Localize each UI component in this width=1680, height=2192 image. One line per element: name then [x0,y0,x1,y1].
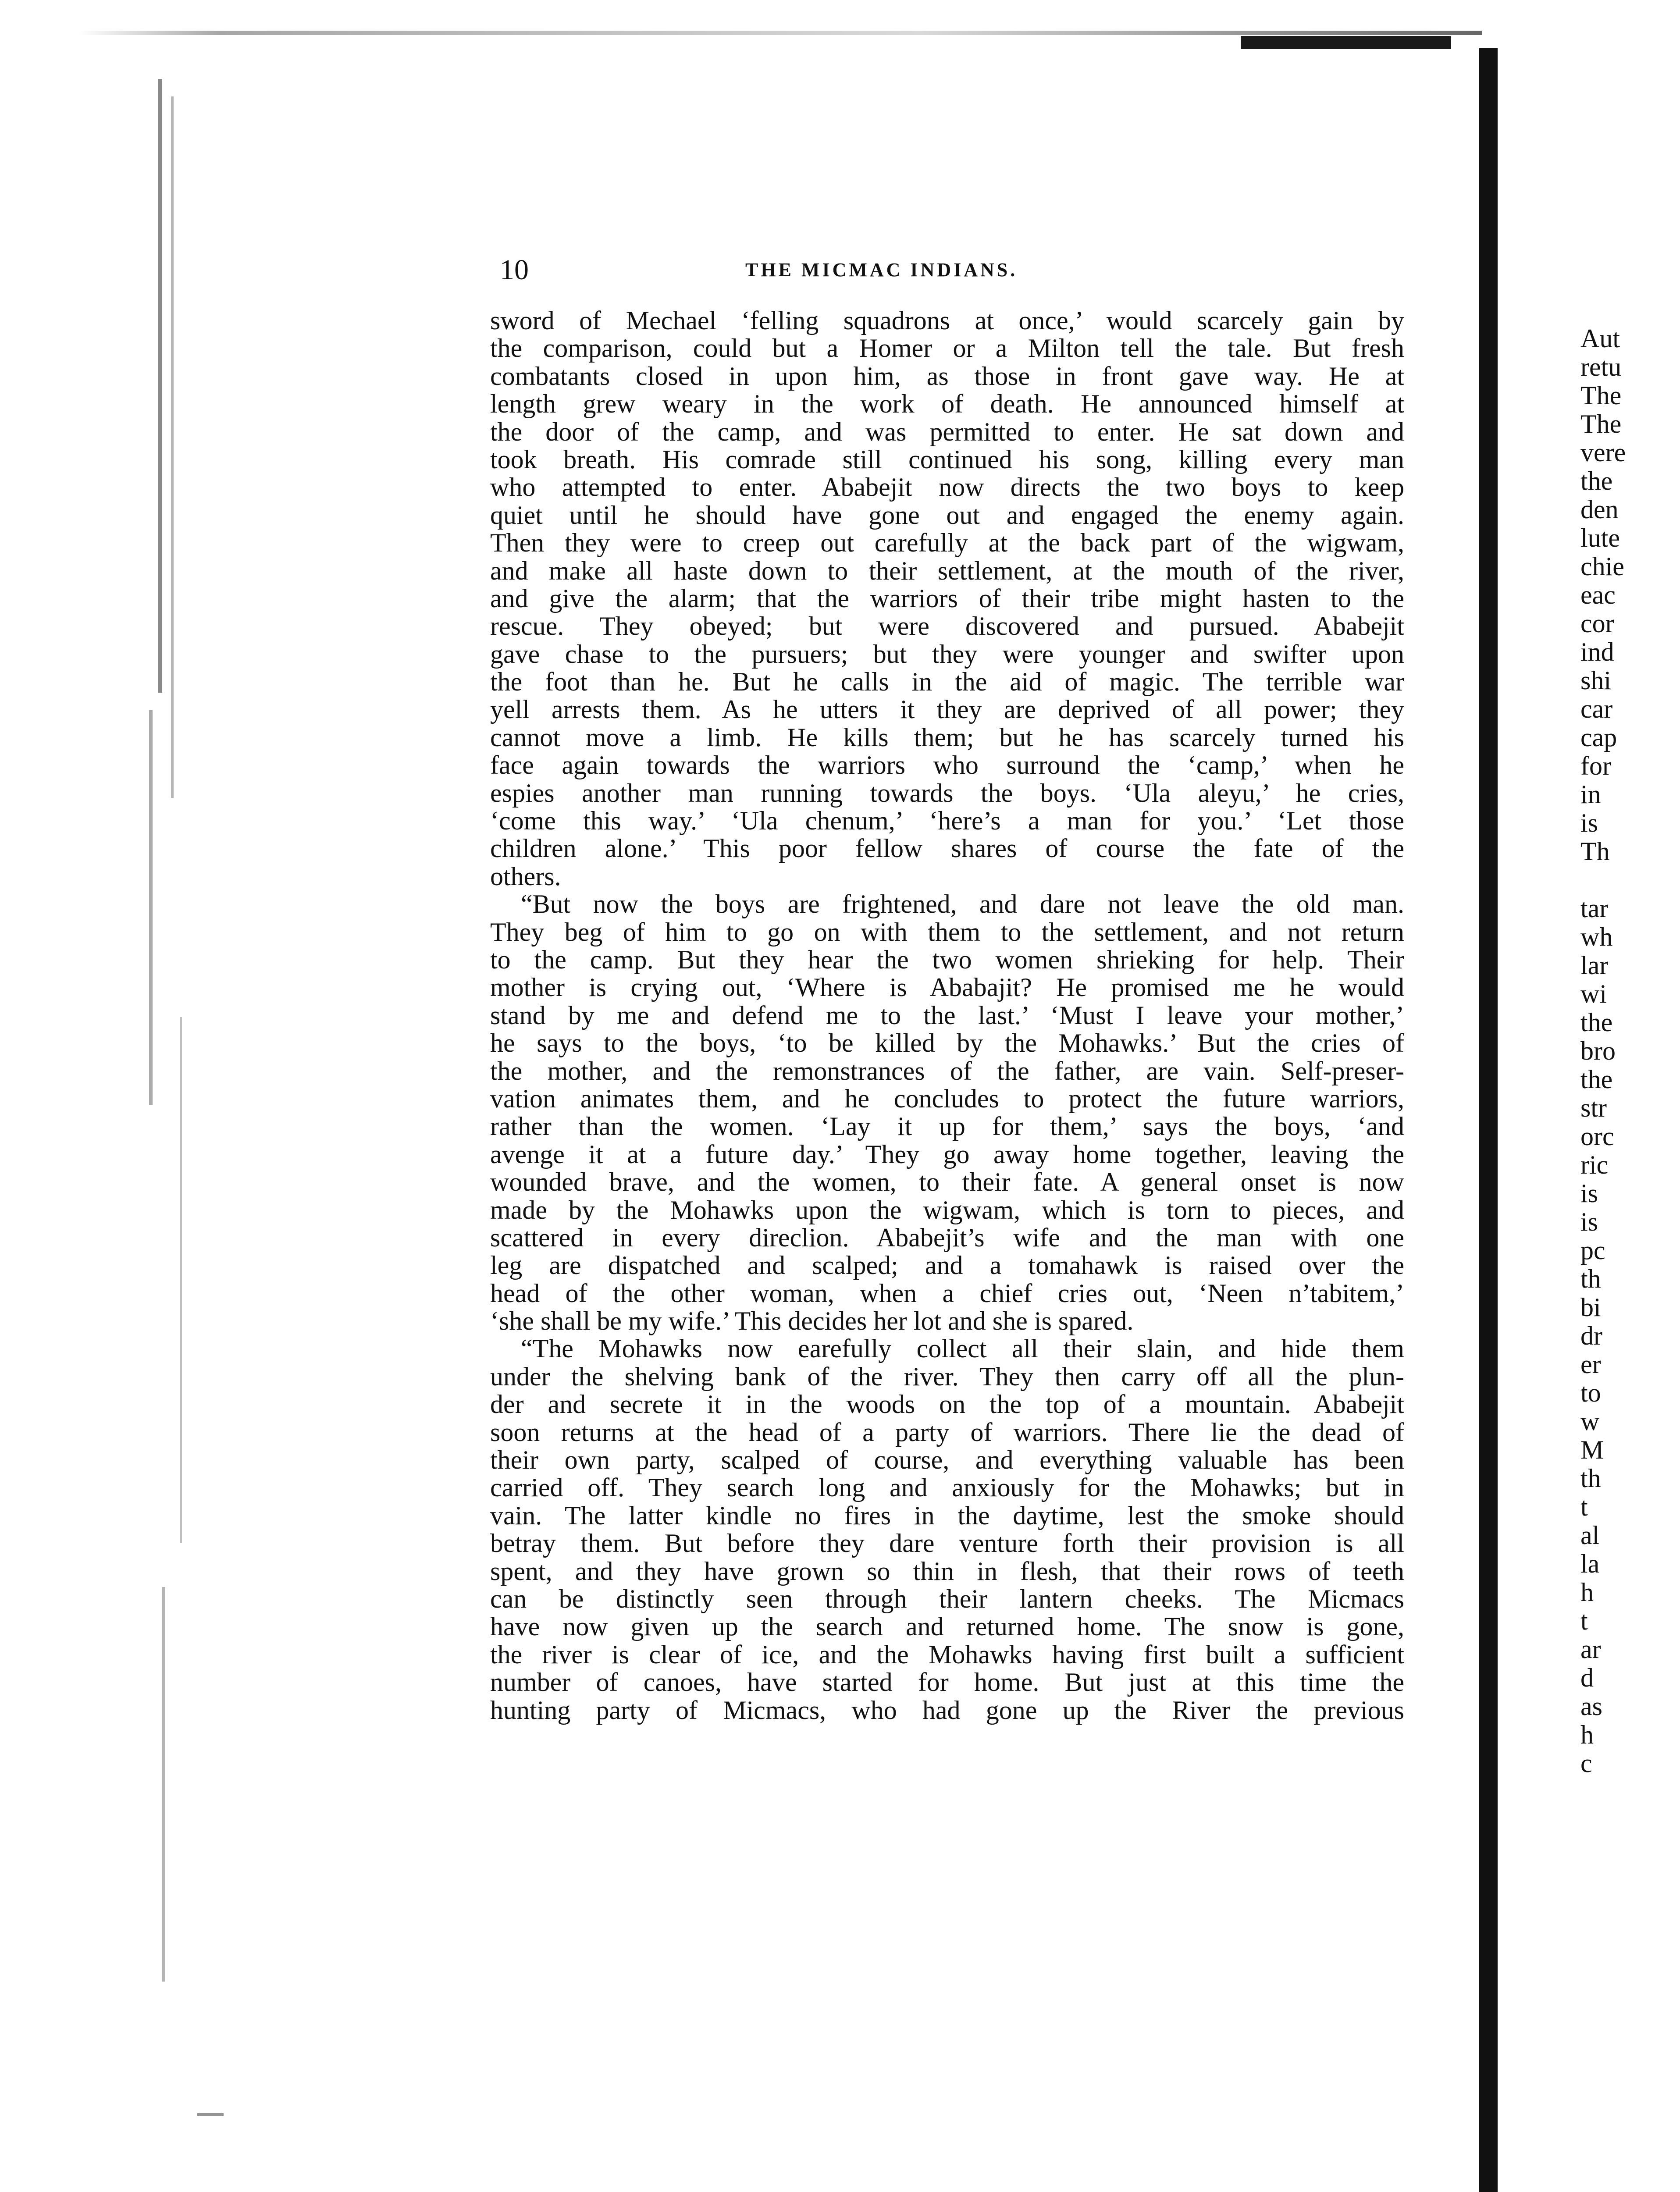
text-line: cannot move a limb. He kills them; but he has scarcely turned his [490,722,1404,752]
adjacent-page-line: d [1580,1664,1594,1692]
text-line: They beg of him to go on with them to the settlement, and not return [490,917,1404,947]
text-line: others. [490,861,561,891]
scan-top-dark-mark [1241,36,1451,49]
adjacent-page-line: The [1580,410,1622,438]
text-line: the foot than he. But he calls in the aid of magic. The terrible war [490,667,1404,697]
text-line: face again towards the warriors who surround the ‘camp,’ when he [490,751,1404,780]
adjacent-page-line: shi [1580,666,1612,695]
text-line: head of the other woman, when a chief cries out, ‘Neen n’tabitem,’ [490,1278,1404,1308]
adjacent-page-line: c [1580,1749,1592,1778]
text-line: have now given up the search and returned home. The snow is gone, [490,1612,1404,1641]
text-line: vain. The latter kindle no fires in the daytime, lest the smoke should [490,1501,1404,1530]
text-line: rescue. They obeyed; but were discovered and pursued. Ababejit [490,612,1404,641]
adjacent-page-line: The [1580,381,1622,410]
adjacent-page-line: h [1580,1721,1594,1749]
adjacent-page-line: car [1580,695,1613,723]
text-line: leg are dispatched and scalped; and a tomahawk is raised over the [490,1251,1404,1280]
text-line: Then they were to creep out carefully at the back part of the wigwam, [490,528,1404,558]
adjacent-page-line: is [1580,809,1598,837]
adjacent-page-line: vere [1580,438,1626,467]
adjacent-page-line: ar [1580,1635,1601,1664]
text-line: betray them. But before they dare venture forth their provision is all [490,1529,1404,1558]
text-line: made by the Mohawks upon the wigwam, which is torn to pieces, and [490,1195,1404,1224]
adjacent-page-line: the [1580,1065,1613,1094]
text-line: the door of the camp, and was permitted to enter. He sat down and [490,417,1404,446]
scan-binding-shadow [132,53,224,2192]
text-line: carried off. They search long and anxiously for the Mohawks; but in [490,1473,1404,1502]
adjacent-page-line [1580,866,1675,894]
text-line: soon returns at the head of a party of warriors. There lie the dead of [490,1417,1404,1447]
scan-top-edge [79,31,1482,35]
text-line: “The Mohawks now earefully collect all their slain, and hide them [521,1334,1404,1363]
page-number: 10 [500,254,529,286]
adjacent-page-line: the [1580,1008,1613,1037]
adjacent-page-line: bro [1580,1037,1616,1065]
adjacent-page-line: the [1580,467,1613,495]
adjacent-page-line: wh [1580,923,1613,951]
adjacent-page-line: w [1580,1407,1600,1436]
text-line: ‘come this way.’ ‘Ula chenum,’ ‘here’s a man for you.’ ‘Let those [490,806,1404,836]
text-line: number of canoes, have started for home. But just at this time the [490,1668,1404,1697]
text-line: vation animates them, and he concludes to protect the future warriors, [490,1084,1404,1113]
text-line: sword of Mechael ‘felling squadrons at once,’ would scarcely gain by [490,306,1404,335]
adjacent-page-line: er [1580,1350,1601,1379]
adjacent-page-line: lute [1580,524,1620,552]
adjacent-page-line: dr [1580,1322,1602,1350]
adjacent-page-line: tar [1580,894,1609,923]
adjacent-page-line: is [1580,1179,1598,1208]
text-line: spent, and they have grown so thin in flesh, that their rows of teeth [490,1556,1404,1586]
adjacent-page-line: ind [1580,638,1614,666]
adjacent-page-line: t [1580,1493,1588,1521]
adjacent-page-line: cor [1580,609,1614,638]
adjacent-page-line: Th [1580,837,1610,866]
text-line: stand by me and defend me to the last.’ ‘Must I leave your mother,’ [490,1000,1404,1030]
text-line: and give the alarm; that the warriors of their tribe might hasten to the [490,584,1404,613]
adjacent-page-line: cap [1580,723,1617,752]
adjacent-page-line: chie [1580,552,1624,581]
adjacent-page-line: orc [1580,1122,1614,1151]
text-line: the mother, and the remonstrances of the father, are vain. Self-preser- [490,1056,1404,1085]
adjacent-page-line: for [1580,752,1611,780]
adjacent-page-line: pc [1580,1236,1605,1265]
text-line: who attempted to enter. Ababejit now directs the two boys to keep [490,473,1404,502]
text-line: rather than the women. ‘Lay it up for them,’ says the boys, ‘and [490,1112,1404,1141]
text-line: length grew weary in the work of death. He announced himself at [490,389,1404,419]
text-line: espies another man running towards the boys. ‘Ula aleyu,’ he cries, [490,778,1404,808]
adjacent-page-line: den [1580,495,1619,524]
adjacent-page-line: in [1580,780,1601,809]
text-line: children alone.’ This poor fellow shares of course the fate of the [490,834,1404,863]
adjacent-page-line: al [1580,1521,1600,1550]
text-line: “But now the boys are frightened, and dare not leave the old man. [521,890,1404,919]
adjacent-page-line: ric [1580,1151,1609,1179]
text-line: the comparison, could but a Homer or a Milton tell the tale. But fresh [490,334,1404,363]
text-line: to the camp. But they hear the two women shrieking for help. Their [490,945,1404,974]
adjacent-page-line: t [1580,1607,1588,1635]
text-line: yell arrests them. As he utters it they are deprived of all power; they [490,695,1404,724]
text-line: and make all haste down to their settlement, at the mouth of the river, [490,556,1404,585]
text-line: der and secrete it in the woods on the top of a mountain. Ababejit [490,1390,1404,1419]
adjacent-page-line: la [1580,1550,1600,1578]
page-gutter-rule [1479,48,1498,2192]
text-line: combatants closed in upon him, as those in front gave way. He at [490,361,1404,391]
adjacent-page-line: bi [1580,1293,1601,1322]
text-line: the river is clear of ice, and the Mohawks having first built a sufficient [490,1640,1404,1669]
text-line: scattered in every direclion. Ababejit’s wife and the man with one [490,1223,1404,1252]
running-title: THE MICMAC INDIANS. [745,259,1018,281]
text-line: hunting party of Micmacs, who had gone up the River the previous [490,1695,1404,1725]
adjacent-page-line: th [1580,1464,1601,1493]
adjacent-page-line: M [1580,1436,1604,1464]
adjacent-page-line: lar [1580,951,1609,980]
adjacent-page-line: retu [1580,353,1622,381]
adjacent-page-line: h [1580,1578,1594,1607]
text-line: gave chase to the pursuers; but they were younger and swifter upon [490,639,1404,669]
body-text [490,307,1404,1724]
adjacent-page-line: as [1580,1692,1602,1721]
running-head [500,253,1416,288]
adjacent-page-line: th [1580,1265,1601,1293]
text-line: can be distinctly seen through their lantern cheeks. The Micmacs [490,1584,1404,1613]
text-line: mother is crying out, ‘Where is Ababajit? He promised me he would [490,973,1404,1002]
text-line: their own party, scalped of course, and everything valuable has been [490,1445,1404,1475]
text-line: avenge it at a future day.’ They go away home together, leaving the [490,1139,1404,1169]
adjacent-page-line: wi [1580,980,1607,1008]
text-line: took breath. His comrade still continued his song, killing every man [490,445,1404,474]
adjacent-page-line: Aut [1580,324,1620,353]
adjacent-page-fragment [1580,324,1675,1778]
adjacent-page-line: is [1580,1208,1598,1236]
text-line: quiet until he should have gone out and engaged the enemy again. [490,500,1404,530]
text-line: under the shelving bank of the river. They then carry off all the plun- [490,1362,1404,1391]
text-line: wounded brave, and the women, to their fate. A general onset is now [490,1167,1404,1197]
text-line: he says to the boys, ‘to be killed by the Mohawks.’ But the cries of [490,1028,1404,1058]
adjacent-page-line: eac [1580,581,1616,609]
text-line: ‘she shall be my wife.’ This decides her lot and she is spared. [490,1306,1134,1336]
adjacent-page-line: to [1580,1379,1601,1407]
adjacent-page-line: str [1580,1094,1607,1122]
